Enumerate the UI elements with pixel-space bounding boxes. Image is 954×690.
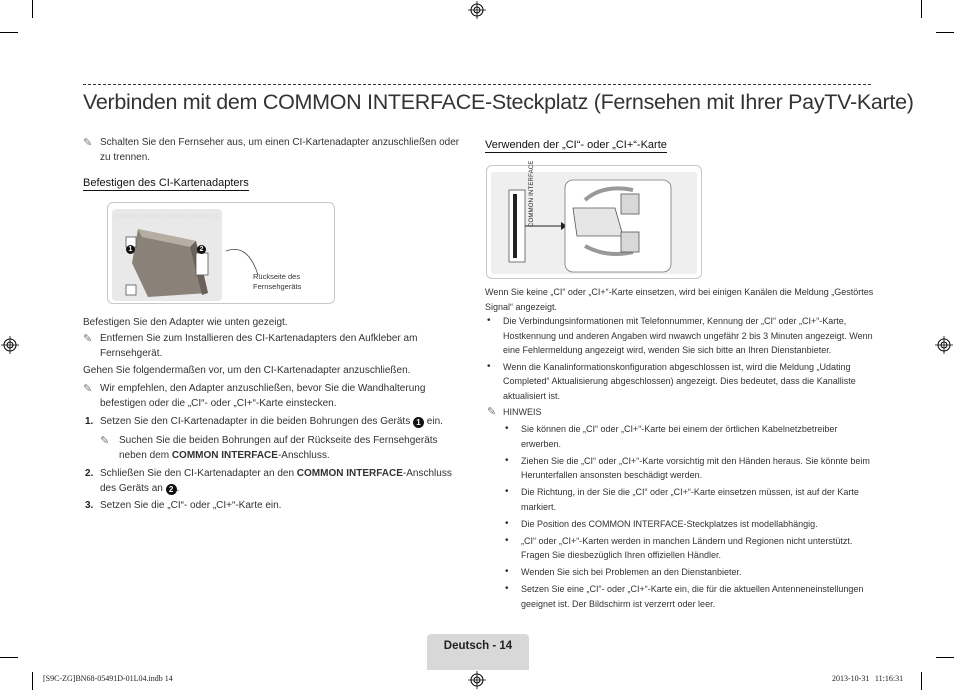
- step-marker-1: 1: [413, 417, 424, 428]
- figure-marker-1: 1: [126, 245, 135, 254]
- bullet-icon: •: [505, 517, 509, 529]
- figure-marker-2: 2: [197, 245, 206, 254]
- crop-mark: [0, 657, 18, 658]
- bullet-icon: •: [505, 486, 509, 497]
- list-item-text: Completed“ Aktualisierung abgeschlossen) angezeigt. Dies bedeutet, dass die Kanalliste: [503, 376, 856, 386]
- note-icon: ✎: [100, 435, 110, 447]
- figure-caption-tv-rear: Rückseite des Fernsehgeräts: [253, 272, 302, 291]
- list-item-text: Herunterfallen ansonsten beschädigt werden.: [521, 470, 703, 480]
- ci-slot-illustration: [487, 166, 703, 280]
- heading-use-card: Verwenden der „CI“- oder „CI+“-Karte: [485, 139, 667, 151]
- list-item: [503, 517, 883, 532]
- bullet-group: [485, 314, 875, 403]
- note-sticker: Entfernen Sie zum Installieren des CI-Kartenadapters den Aufkleber am Fernsehgerät.: [100, 333, 418, 359]
- registration-mark-icon: [468, 1, 486, 19]
- list-item-text: „CI“ oder „CI+“-Karten werden in manchen Ländern und Regionen nicht unterstützt.: [521, 535, 853, 546]
- step-number: 3.: [85, 500, 94, 511]
- list-item: [503, 534, 883, 563]
- list-item-text: Fragen Sie diesbezüglich Ihren offiziellen Händler.: [521, 550, 721, 560]
- list-item-text: Wenden Sie sich bei Problemen an den Dienstanbieter.: [521, 567, 742, 577]
- step-marker-2: 2: [166, 484, 177, 495]
- note-wall-mount: Wir empfehlen, den Adapter anzuschließen, bevor Sie die Wandhalterung befestigen oder die „CI“- oder „CI+“-Karte einstecken.: [100, 383, 426, 409]
- hinweis-label: HINWEIS: [503, 407, 542, 417]
- list-item-text: Hostkennung und anderen Angaben wird nwawch ungefähr 2 bis 3 Minuten angezeigt. Wenn: [503, 330, 873, 341]
- step-number: 1.: [85, 416, 94, 427]
- list-item: [485, 314, 875, 358]
- list-item-text: geeignet ist. Der Bildschirm ist verzerrt oder leer.: [521, 598, 716, 609]
- crop-mark: [0, 32, 18, 33]
- list-item-text: Setzen Sie eine „CI“- oder „CI+“-Karte ein, die für die aktuellen Antenneneinstellungen: [521, 584, 864, 594]
- registration-mark-icon: [1, 336, 19, 354]
- crop-mark: [936, 657, 954, 658]
- intro-no-card: Wenn Sie keine „CI“ oder „CI+“-Karte einsetzen, wird bei einigen Kanälen die Meldung „Gestörtes Signal“ angezeigt.: [485, 287, 874, 312]
- file-info: [S9C-ZG]BN68-05491D-01L04.indb 14: [43, 674, 173, 683]
- bullet-icon: •: [505, 566, 509, 577]
- crop-mark: [32, 672, 33, 690]
- list-item-text: Die Position des COMMON INTERFACE-Steckplatzes ist modellabhängig.: [521, 518, 818, 529]
- adapter-illustration: [108, 203, 336, 305]
- list-item: [503, 582, 883, 611]
- list-item: [503, 422, 883, 451]
- list-item-text: aktualisiert ist.: [503, 390, 561, 401]
- procedure-intro: Gehen Sie folgendermaßen vor, um den CI-Kartenadapter anzuschließen.: [83, 365, 411, 376]
- bullet-icon: •: [505, 534, 509, 546]
- list-item: [503, 485, 883, 514]
- note-power-off: Schalten Sie den Fernseher aus, um einen CI-Kartenadapter anzuschließen oder zu trennen.: [100, 137, 460, 163]
- step-1-note: Suchen Sie die beiden Bohrungen auf der Rückseite des Fernsehgeräts neben dem COMMON INTERFACE-Anschluss.: [119, 435, 438, 461]
- bullet-icon: •: [487, 360, 491, 372]
- crop-mark: [921, 672, 922, 690]
- step-1-text: Setzen Sie den CI-Kartenadapter in die beiden Bohrungen des Geräts 1 ein.: [100, 416, 443, 427]
- list-item-text: Ziehen Sie die „CI“ oder „CI+“-Karte vorsichtig mit den Händen heraus. Sie könnte beim: [521, 455, 870, 466]
- list-item: [485, 360, 875, 404]
- list-item: [503, 454, 883, 483]
- intro-attach: Befestigen Sie den Adapter wie unten gezeigt.: [83, 317, 288, 328]
- step-3-text: Setzen Sie die „CI“- oder „CI+“-Karte ein.: [100, 500, 282, 511]
- list-item-text: erwerben.: [521, 438, 562, 449]
- title-divider: [83, 84, 871, 85]
- crop-mark: [32, 0, 33, 18]
- list-item: [503, 565, 883, 580]
- registration-mark-icon: [935, 336, 953, 354]
- crop-mark: [936, 32, 954, 33]
- note-icon: ✎: [487, 406, 497, 418]
- bullet-icon: •: [505, 423, 509, 434]
- step-number: 2.: [85, 468, 94, 479]
- note-icon: ✎: [83, 137, 93, 149]
- crop-mark: [921, 0, 922, 18]
- list-item-text: eine Fehlermeldung angezeigt wird, wenden Sie sich bitte an Ihren Dienstanbieter.: [503, 345, 832, 355]
- page-title: Verbinden mit dem COMMON INTERFACE-Steckplatz (Fernsehen mit Ihrer PayTV-Karte): [83, 90, 914, 114]
- bullet-group: [503, 422, 883, 611]
- list-item-text: Wenn die Kanalinformationskonfiguration abgeschlossen ist, wird die Meldung „Udating: [503, 361, 851, 372]
- list-item-text: Sie können die „CI“ oder „CI+“-Karte bei einem der örtlichen Kabelnetzbetreiber: [521, 424, 838, 434]
- step-2-text: Schließen Sie den CI-Kartenadapter an den COMMON INTERFACE-Anschluss des Geräts an 2 .: [100, 468, 452, 494]
- note-icon: ✎: [83, 383, 93, 395]
- figure-card-insert: [486, 165, 702, 279]
- list-item-text: Die Verbindungsinformationen mit Telefonnummer, Kennung der „CI“ oder „CI+“-Karte,: [503, 316, 847, 326]
- note-icon: ✎: [83, 333, 93, 345]
- bullet-icon: •: [487, 315, 491, 326]
- registration-mark-icon: [468, 671, 486, 689]
- print-date: 2013-10-31 11:16:31: [832, 674, 904, 683]
- ci-slot-label: COMMON INTERFACE: [529, 160, 535, 227]
- list-item-text: markiert.: [521, 501, 557, 512]
- bullet-list-hinweis: [503, 422, 883, 614]
- page-number: Deutsch - 14: [443, 640, 513, 652]
- heading-attach-adapter: Befestigen des CI-Kartenadapters: [83, 177, 249, 189]
- bullet-list-info: [485, 314, 875, 405]
- bullet-icon: •: [505, 583, 509, 594]
- bullet-icon: •: [505, 454, 509, 466]
- list-item-text: Die Richtung, in der Sie die „CI“ oder „CI+“-Karte einsetzen müssen, ist auf der Karte: [521, 487, 859, 497]
